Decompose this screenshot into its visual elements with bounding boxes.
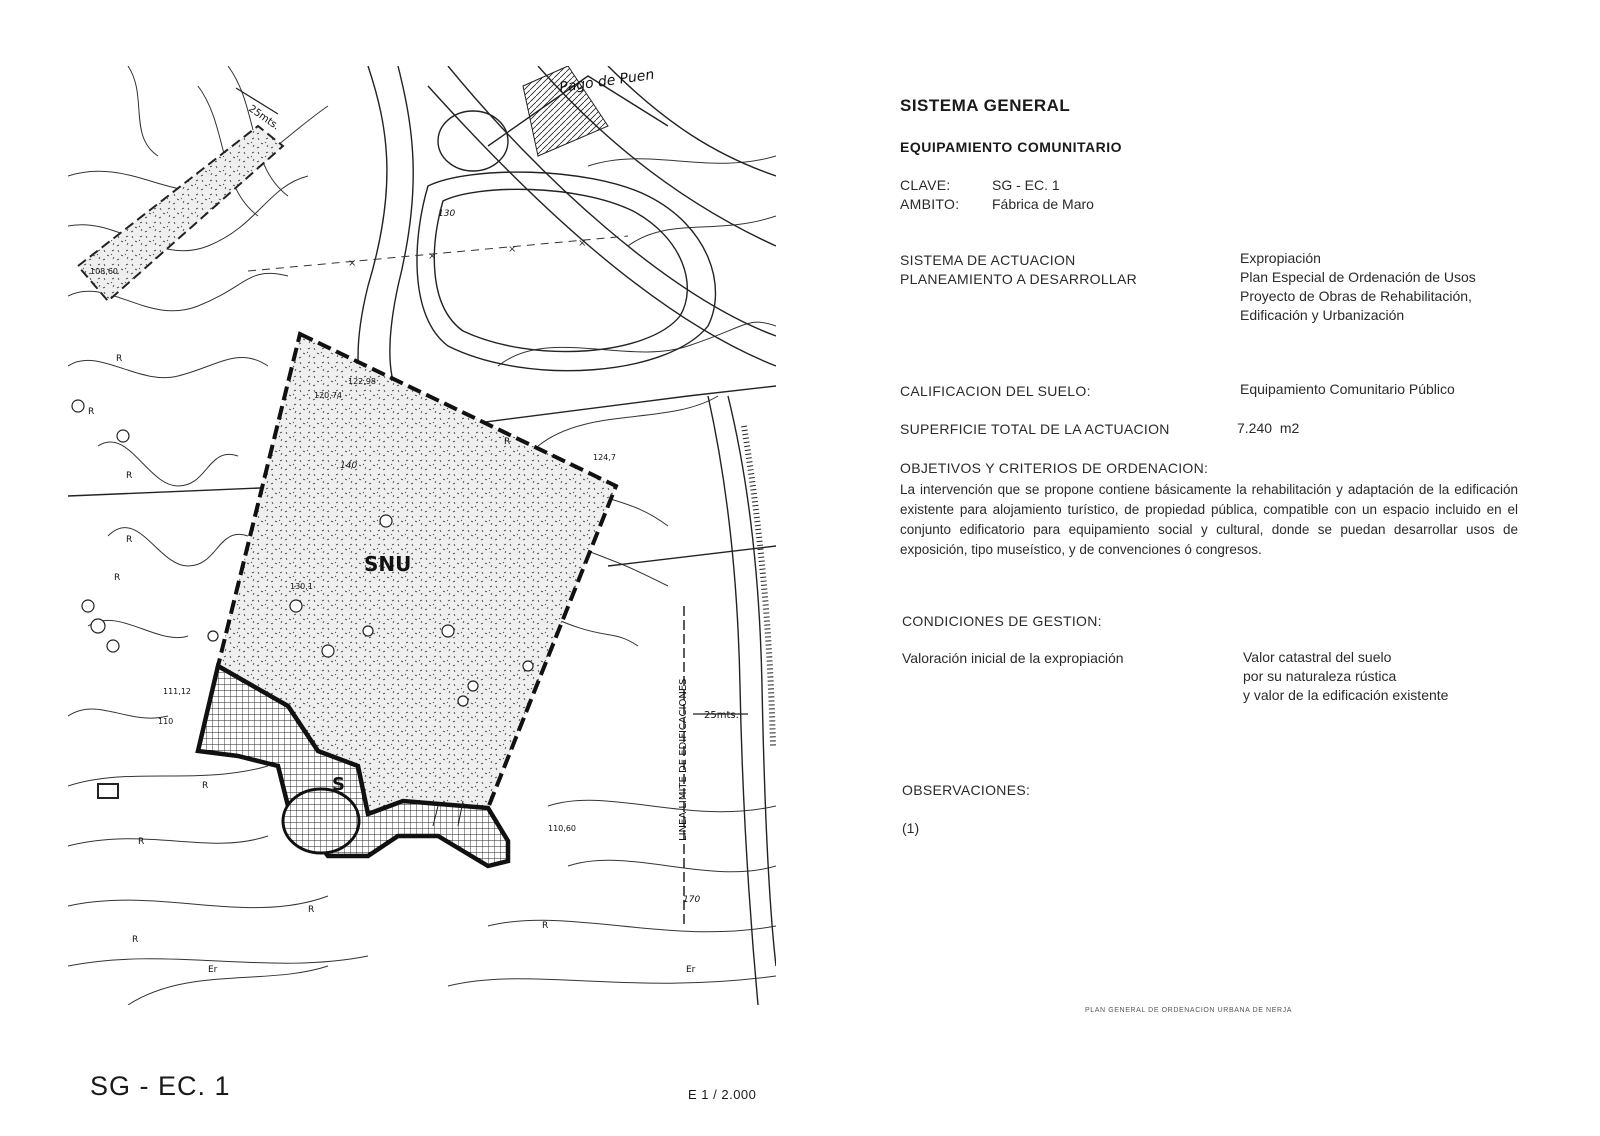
contour-label: 130 [438,209,456,219]
svg-text:×: × [508,244,517,255]
superficie-label: SUPERFICIE TOTAL DE LA ACTUACION [900,421,1170,437]
gestion-item-label: Valoración inicial de la expropiación [902,650,1124,666]
gestion-value-line: Valor catastral del suelo [1243,649,1392,665]
contour-label: 111,12 [163,687,191,696]
rustic-mark: R [504,437,511,447]
rustic-mark: R [308,905,315,915]
contour-label: 140 [340,461,358,471]
svg-text:×: × [348,258,357,269]
calificacion-value: Equipamiento Comunitario Público [1240,381,1455,397]
contour-label: 122,98 [348,377,376,386]
rustic-mark: R [126,471,133,481]
contour-label: 108,60 [90,267,118,276]
zone-s-label: S [332,774,345,795]
map-scale: E 1 / 2.000 [688,1087,757,1102]
building-oval [283,789,359,853]
calificacion-label: CALIFICACION DEL SUELO: [900,383,1091,399]
distance-right-label: 25mts. [704,710,739,721]
actuacion-values [1240,249,1476,325]
contour-label: 124,7 [593,453,616,462]
plan-name-footer: PLAN GENERAL DE ORDENACION URBANA DE NERJA [1085,1007,1292,1014]
rustic-mark: R [202,781,209,791]
gestion-value-line: y valor de la edificación existente [1243,687,1449,703]
contour-label: 170 [683,895,701,905]
gestion-label: CONDICIONES DE GESTION: [902,613,1102,629]
objetivos-text: La intervención que se propone contiene básicamente la rehabilitación y adaptación de la edificación existente para alojamiento turístico, de propiedad pública, compatible con un espacio incluido en el conjunto edificatorio para equipamiento social y cultural, donde se puedan desarrollar usos de exposición, tipo museístico, y de convenciones ó congresos. [900,482,1518,557]
planeamiento-label: PLANEAMIENTO A DESARROLLAR [900,271,1138,287]
contour-label: 130,1 [290,582,313,591]
sheet-code: SG - EC. 1 [90,1071,231,1101]
contour-label: 110,60 [548,824,576,833]
page-title: SISTEMA GENERAL [900,96,1071,115]
rustic-mark: R [114,573,121,583]
ambito-label: AMBITO: [900,196,960,212]
svg-text:×: × [578,238,587,249]
svg-text:×: × [428,251,437,262]
distance-top-label: 25mts. [246,103,282,133]
sistema-actuacion-label: SISTEMA DE ACTUACION [900,252,1076,268]
contour-label: 110 [158,717,174,726]
rustic-mark: R [132,935,139,945]
contour-label: 120,74 [314,391,342,400]
site-plan-map [68,66,776,1005]
observaciones-value: (1) [902,820,920,836]
er-mark: Er [208,965,218,975]
rustic-mark: R [542,921,549,931]
page-subtitle: EQUIPAMIENTO COMUNITARIO [900,139,1122,155]
zone-snu-label: SNU [364,552,412,576]
observaciones-label: OBSERVACIONES: [902,782,1031,798]
actuacion-value-line: Plan Especial de Ordenación de Usos [1240,269,1476,285]
superficie-value: 7.240 m2 [1237,420,1300,436]
building-line-label: LINEA LIMITE DE EDIFICACIONES [678,678,689,841]
road-name-label: Pago de Puen [558,66,656,96]
actuacion-value-line: Expropiación [1240,250,1321,266]
objetivos-label: OBJETIVOS Y CRITERIOS DE ORDENACION: [900,460,1209,476]
actuacion-value-line: Proyecto de Obras de Rehabilitación, [1240,288,1472,304]
er-mark: Er [686,965,696,975]
clave-label: CLAVE: [900,177,951,193]
clave-value: SG - EC. 1 [992,177,1060,193]
fence-marks [348,238,586,269]
rustic-mark: R [138,837,145,847]
rustic-mark: R [88,407,95,417]
gestion-item-values [1243,648,1448,705]
rustic-mark: R [126,535,133,545]
rustic-mark: R [116,354,123,364]
actuacion-value-line: Edificación y Urbanización [1240,307,1405,323]
gestion-value-line: por su naturaleza rústica [1243,668,1397,684]
ambito-value: Fábrica de Maro [992,196,1094,212]
